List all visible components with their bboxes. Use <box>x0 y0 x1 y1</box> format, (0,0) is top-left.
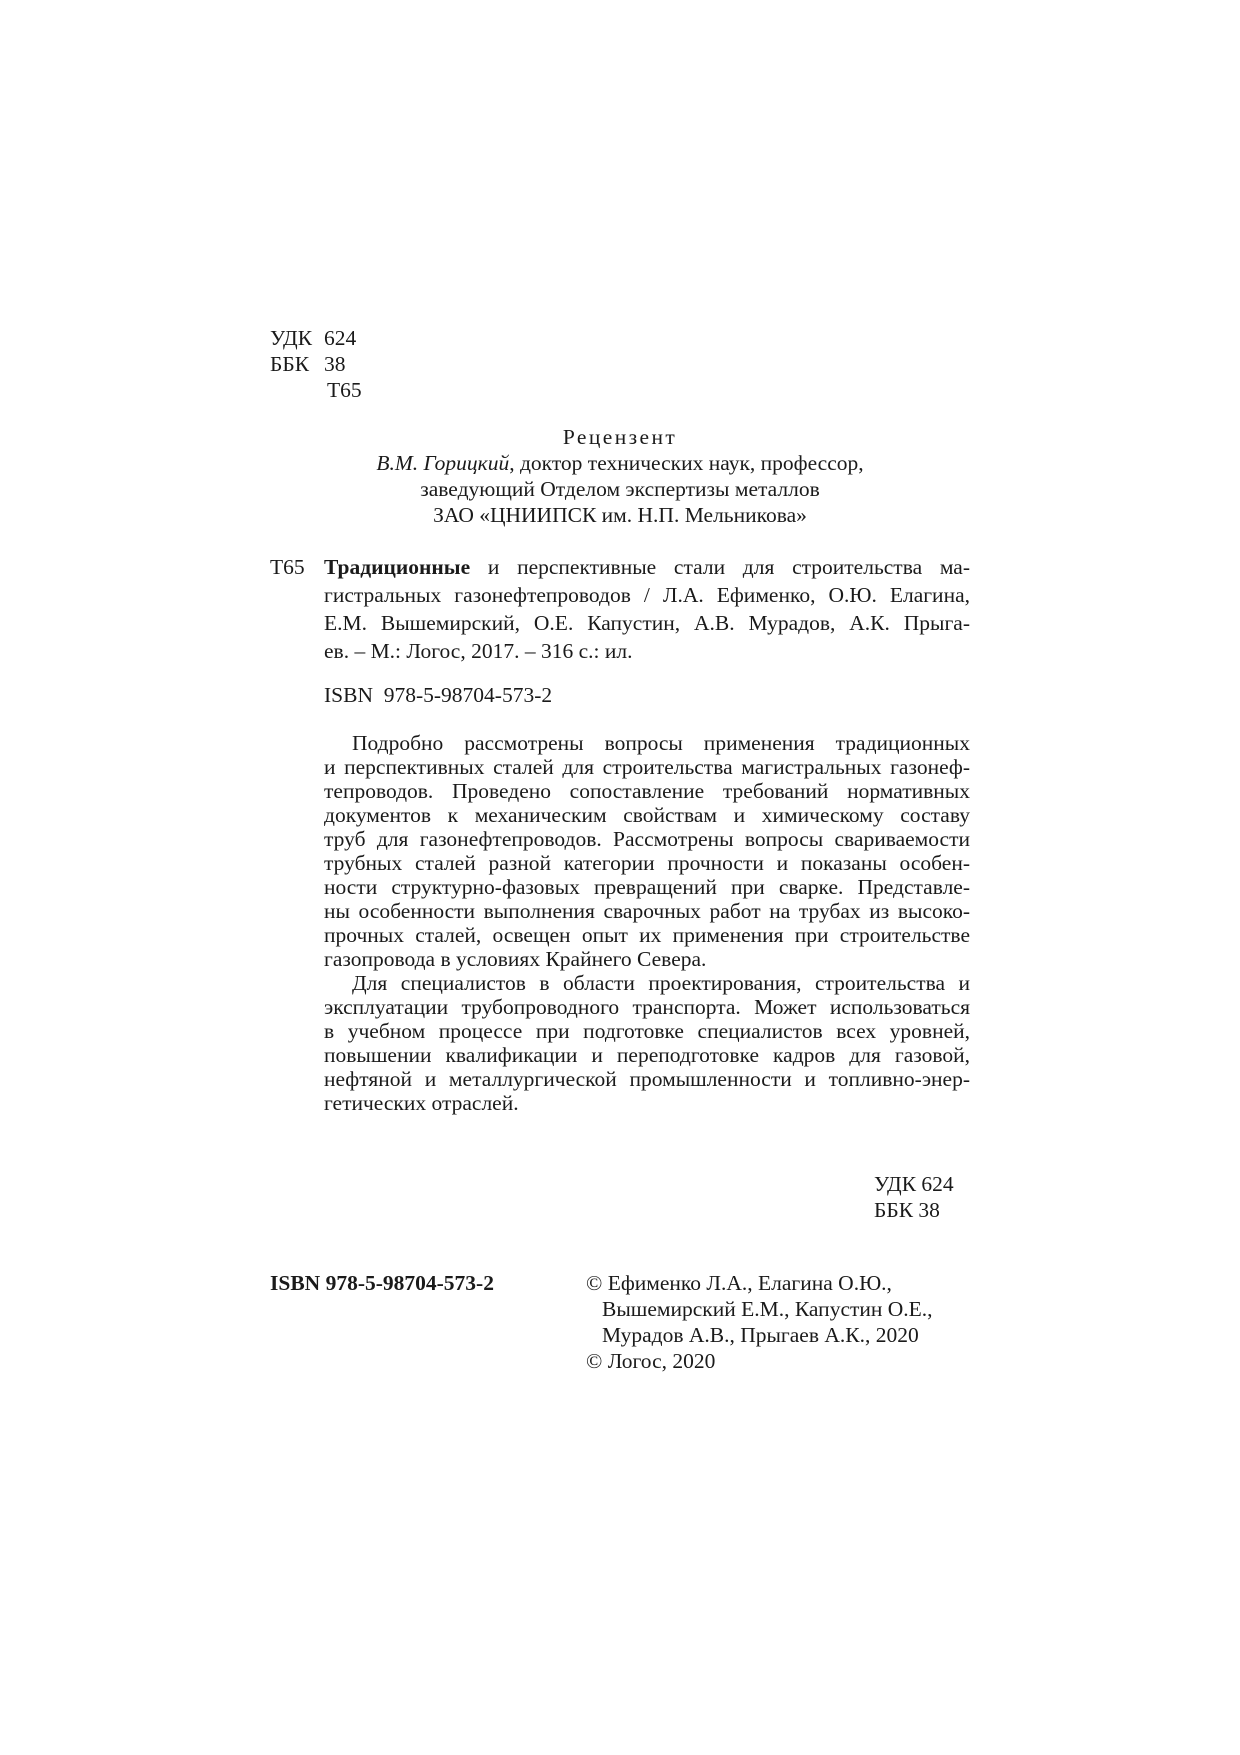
record-line-3: Е.М. Вышемирский, О.Е. Капустин, А.В. Мурадов, А.К. Прыга- <box>324 611 970 635</box>
abstract-p2-line: нефтяной и металлургической промышленности и топливно-энер- <box>324 1067 970 1091</box>
abstract-p1-line: газопровода в условиях Крайнего Севера. <box>324 947 707 971</box>
abstract-p1-line: и перспективных сталей для строительства магистральных газонеф- <box>324 755 970 779</box>
abstract-p1-line: труб для газонефтепроводов. Рассмотрены вопросы свариваемости <box>324 827 970 851</box>
record-line-4: ев. – М.: Логос, 2017. – 316 с.: ил. <box>324 639 633 663</box>
record-isbn: ISBN 978-5-98704-573-2 <box>324 683 553 707</box>
record-title-bold: Традиционные <box>324 555 471 579</box>
udk-value: 624 <box>324 326 357 350</box>
bbk-value: 38 <box>324 352 346 376</box>
udk-label: УДК <box>270 326 313 350</box>
footer-bbk: ББК 38 <box>874 1198 940 1222</box>
abstract-p2-line: гетических отраслей. <box>324 1091 519 1115</box>
abstract-p1-line: трубных сталей разной категории прочности и показаны особен- <box>324 851 970 875</box>
abstract-p1-line: документов к механическим свойствам и химическому составу <box>324 803 970 827</box>
abstract-p2-line: повышении квалификации и переподготовке кадров для газовой, <box>324 1043 970 1067</box>
record-line-1 <box>324 555 970 579</box>
reviewer-line-2: заведующий Отделом экспертизы металлов <box>420 477 820 501</box>
bbk-label: ББК <box>270 352 310 376</box>
copyright-line-4: © Логос, 2020 <box>586 1349 716 1373</box>
abstract-p1-line: ны особенности выполнения сварочных работ на трубах из высоко- <box>324 899 970 923</box>
abstract-p1-line: тепроводов. Проведено сопоставление требований нормативных <box>324 779 970 803</box>
abstract-p1-line: Подробно рассмотрены вопросы применения традиционных <box>352 731 970 755</box>
reviewer-line-3: ЗАО «ЦНИИПСК им. Н.П. Мельникова» <box>433 503 807 527</box>
reviewer-line-1-rest: , доктор технических наук, профессор, <box>509 451 864 475</box>
copyright-line-3: Мурадов А.В., Прыгаев А.К., 2020 <box>602 1323 919 1347</box>
bbk-row <box>270 352 346 376</box>
author-mark: Т65 <box>327 378 362 402</box>
abstract-p2-line: эксплуатации трубопроводного транспорта. Может использоваться <box>324 995 970 1019</box>
abstract-p1-line: прочных сталей, освещен опыт их применения при строительстве <box>324 923 970 947</box>
abstract-p2-line: Для специалистов в области проектирования, строительства и <box>352 971 970 995</box>
footer-udk: УДК 624 <box>874 1172 954 1196</box>
record-mark: Т65 <box>270 555 305 579</box>
abstract-p1-line: ности структурно-фазовых превращений при сварке. Представле- <box>324 875 970 899</box>
reviewer-name: В.М. Горицкий <box>376 451 510 475</box>
record-line-1-rest: и перспективные стали для строительства ма- <box>487 555 970 579</box>
reviewer-heading: Рецензент <box>562 425 678 449</box>
record-line-2: гистральных газонефтепроводов / Л.А. Ефименко, О.Ю. Елагина, <box>324 583 970 607</box>
udk-row <box>270 326 356 350</box>
copyright-line-2: Вышемирский Е.М., Капустин О.Е., <box>602 1297 933 1321</box>
copyright-isbn: ISBN 978-5-98704-573-2 <box>270 1271 494 1295</box>
copyright-line-1: © Ефименко Л.А., Елагина О.Ю., <box>586 1271 892 1295</box>
reviewer-line-1 <box>270 451 970 475</box>
abstract-p2-line: в учебном процессе при подготовке специалистов всех уровней, <box>324 1019 970 1043</box>
